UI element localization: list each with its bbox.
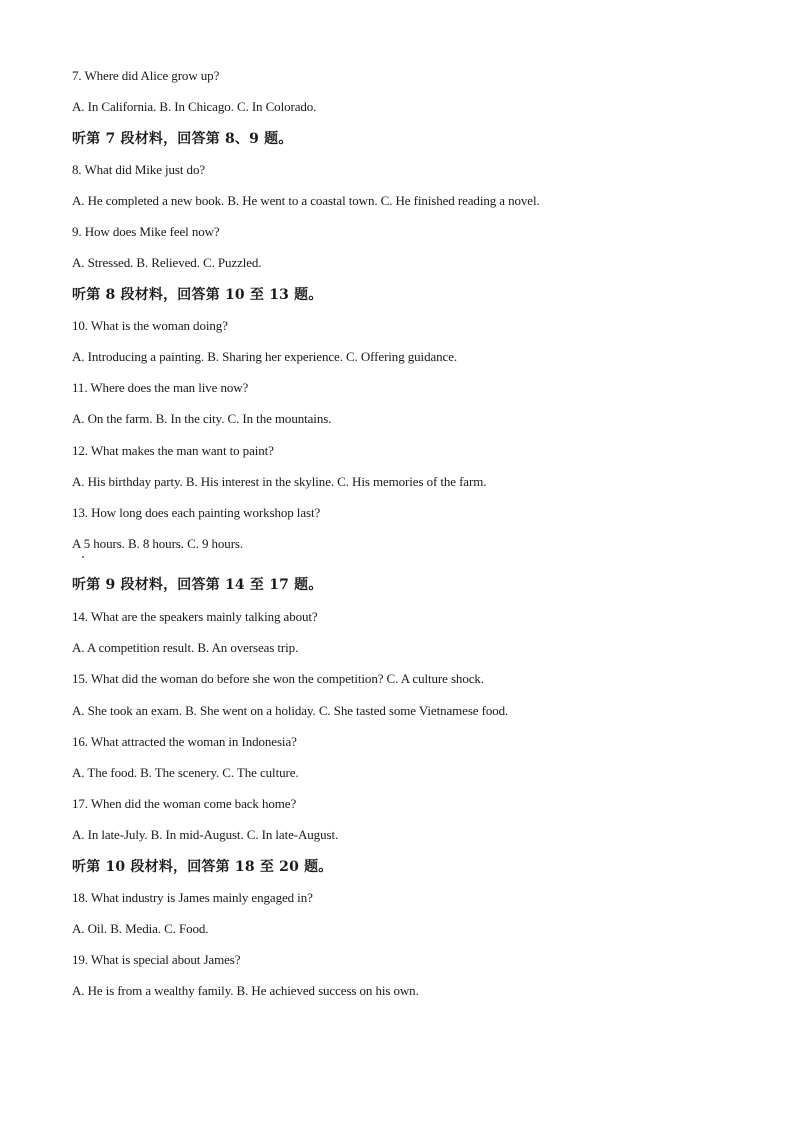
section-heading-7: 听第 7 段材料，回答第 8、9 题。	[72, 131, 293, 147]
options-14: A. A competition result. B. An overseas trip.	[72, 640, 299, 655]
options-18: A. Oil. B. Media. C. Food.	[72, 921, 209, 936]
question-11: 11. Where does the man live now?	[72, 380, 249, 395]
section-heading-9: 听第 9 段材料，回答第 14 至 17 题。	[72, 577, 323, 593]
question-7: 7. Where did Alice grow up?	[72, 68, 220, 83]
options-11: A. On the farm. B. In the city. C. In the mountains.	[72, 411, 332, 426]
options-10: A. Introducing a painting. B. Sharing her experience. C. Offering guidance.	[72, 349, 458, 364]
options-13: A 5 hours. B. 8 hours. C. 9 hours.	[72, 536, 244, 551]
question-14: 14. What are the speakers mainly talking about?	[72, 609, 318, 624]
question-13: 13. How long does each painting workshop last?	[72, 505, 321, 520]
question-15: 15. What did the woman do before she won the competition? C. A culture shock.	[72, 671, 484, 686]
question-18: 18. What industry is James mainly engaged in?	[72, 890, 313, 905]
options-15: A. She took an exam. B. She went on a holiday. C. She tasted some Vietnamese food.	[72, 703, 509, 718]
question-8: 8. What did Mike just do?	[72, 162, 206, 177]
stray-dot	[82, 556, 84, 558]
options-9: A. Stressed. B. Relieved. C. Puzzled.	[72, 255, 262, 270]
question-17: 17. When did the woman come back home?	[72, 796, 297, 811]
options-17: A. In late-July. B. In mid-August. C. In late-August.	[72, 827, 339, 842]
options-7: A. In California. B. In Chicago. C. In Colorado.	[72, 99, 317, 114]
section-heading-10: 听第 10 段材料，回答第 18 至 20 题。	[72, 859, 333, 875]
options-12: A. His birthday party. B. His interest in the skyline. C. His memories of the farm.	[72, 474, 487, 489]
question-12: 12. What makes the man want to paint?	[72, 443, 274, 458]
options-8: A. He completed a new book. B. He went to a coastal town. C. He finished reading a novel.	[72, 193, 540, 208]
question-16: 16. What attracted the woman in Indonesia?	[72, 734, 297, 749]
question-9: 9. How does Mike feel now?	[72, 224, 220, 239]
options-19: A. He is from a wealthy family. B. He achieved success on his own.	[72, 983, 419, 998]
options-16: A. The food. B. The scenery. C. The culture.	[72, 765, 299, 780]
section-heading-8: 听第 8 段材料，回答第 10 至 13 题。	[72, 287, 323, 303]
question-10: 10. What is the woman doing?	[72, 318, 228, 333]
question-19: 19. What is special about James?	[72, 952, 241, 967]
